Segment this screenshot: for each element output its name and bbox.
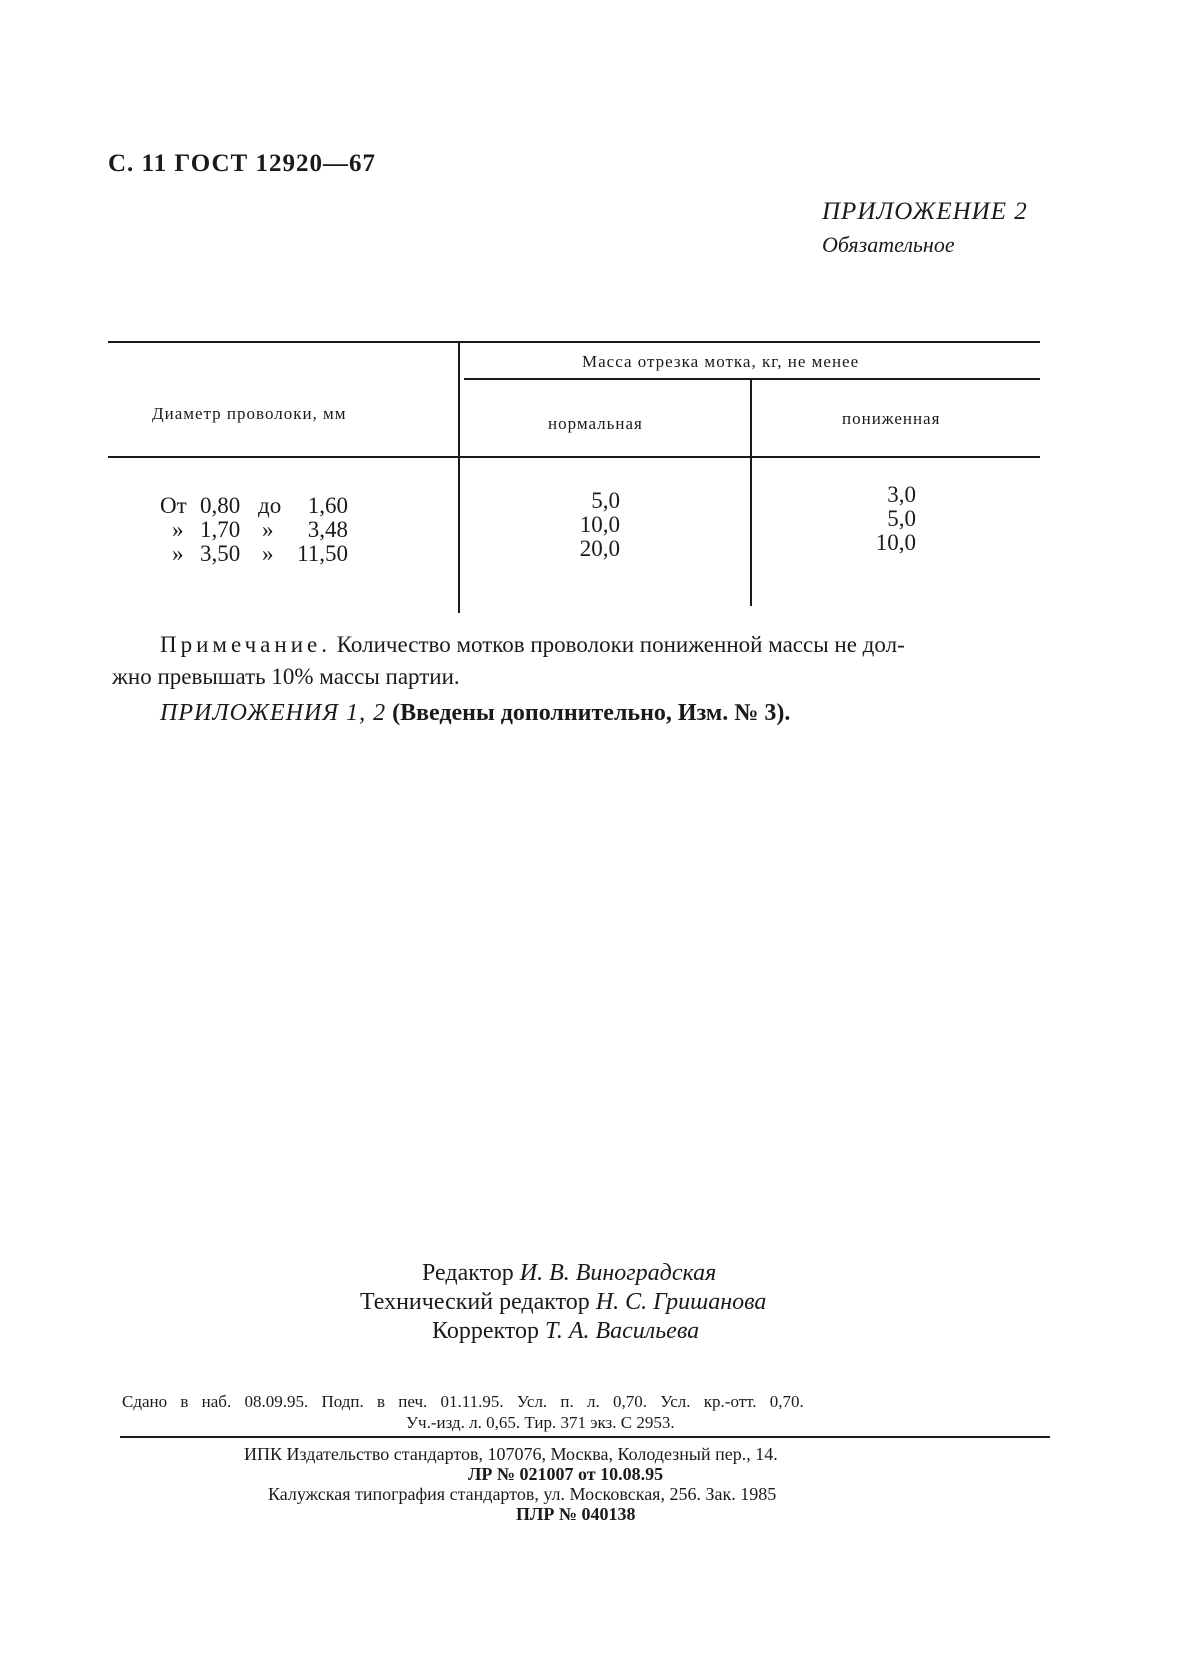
credit-name: Т. А. Васильева <box>544 1318 700 1344</box>
imprint-line-4: ЛР № 021007 от 10.08.95 <box>468 1464 664 1484</box>
imprint-line-5: Калужская типография стандартов, ул. Московская, 256. Зак. 1985 <box>268 1484 777 1504</box>
col-header-reduced: пониженная <box>842 409 941 428</box>
credit-name: И. В. Виноградская <box>519 1260 717 1286</box>
row-prefix: » <box>172 541 184 566</box>
note-line-2: жно превышать 10% массы партии. <box>112 664 460 689</box>
annex-reference <box>160 700 790 727</box>
row-sep: до <box>258 493 282 518</box>
group-header-rule <box>464 378 1040 380</box>
row-from: 0,80 <box>200 493 241 518</box>
row-prefix: » <box>172 517 184 542</box>
credit-tech-editor <box>360 1289 766 1316</box>
note-line-1 <box>160 632 905 658</box>
header-bottom-rule <box>108 456 1040 458</box>
col-header-normal: нормальная <box>548 414 643 433</box>
row-reduced: 5,0 <box>887 506 916 531</box>
annex-reference-italic: ПРИЛОЖЕНИЯ 1, 2 <box>160 700 387 726</box>
imprint-line-2: Уч.-изд. л. 0,65. Тир. 371 экз. С 2953. <box>406 1413 675 1432</box>
credit-editor <box>422 1260 716 1287</box>
note-text-1: Количество мотков проволоки пониженной массы не дол- <box>330 632 905 657</box>
imprint-line-3: ИПК Издательство стандартов, 107076, Москва, Колодезный пер., 14. <box>244 1444 778 1464</box>
row-to: 11,50 <box>297 541 348 566</box>
row-prefix: От <box>160 493 187 518</box>
appendix-title: ПРИЛОЖЕНИЕ 2 <box>822 198 1028 225</box>
credit-name: Н. С. Гришанова <box>595 1289 767 1315</box>
row-from: 3,50 <box>200 541 241 566</box>
col-header-mass-group: Масса отрезка мотка, кг, не менее <box>582 352 860 371</box>
table-col-divider-2 <box>750 380 752 606</box>
page-header: С. 11 ГОСТ 12920—67 <box>108 150 376 177</box>
credit-corrector <box>432 1318 699 1345</box>
row-from: 1,70 <box>200 517 241 542</box>
credit-role: Технический редактор <box>360 1289 590 1315</box>
row-normal: 5,0 <box>591 488 620 513</box>
row-sep: » <box>262 541 274 566</box>
col-header-diameter: Диаметр проволоки, мм <box>152 404 347 423</box>
row-sep: » <box>262 517 274 542</box>
row-normal: 20,0 <box>579 536 620 561</box>
annex-reference-bold: (Введены дополнительно, Изм. № 3). <box>386 700 791 726</box>
note-label: Примечание. <box>160 632 331 657</box>
row-normal: 10,0 <box>579 512 620 537</box>
imprint-line-1: Сдано в наб. 08.09.95. Подп. в печ. 01.11.95. Усл. п. л. 0,70. Усл. кр.-отт. 0,70. <box>122 1392 804 1411</box>
imprint-line-6: ПЛР № 040138 <box>516 1504 636 1524</box>
row-reduced: 3,0 <box>887 482 916 507</box>
credit-role: Редактор <box>422 1260 514 1286</box>
table-top-rule <box>108 341 1040 343</box>
imprint-rule <box>120 1436 1050 1438</box>
row-to: 3,48 <box>307 517 348 542</box>
row-to: 1,60 <box>307 493 348 518</box>
credit-role: Корректор <box>432 1318 539 1344</box>
table-col-divider-1 <box>458 343 460 613</box>
row-reduced: 10,0 <box>875 530 916 555</box>
appendix-status: Обязательное <box>822 232 955 257</box>
